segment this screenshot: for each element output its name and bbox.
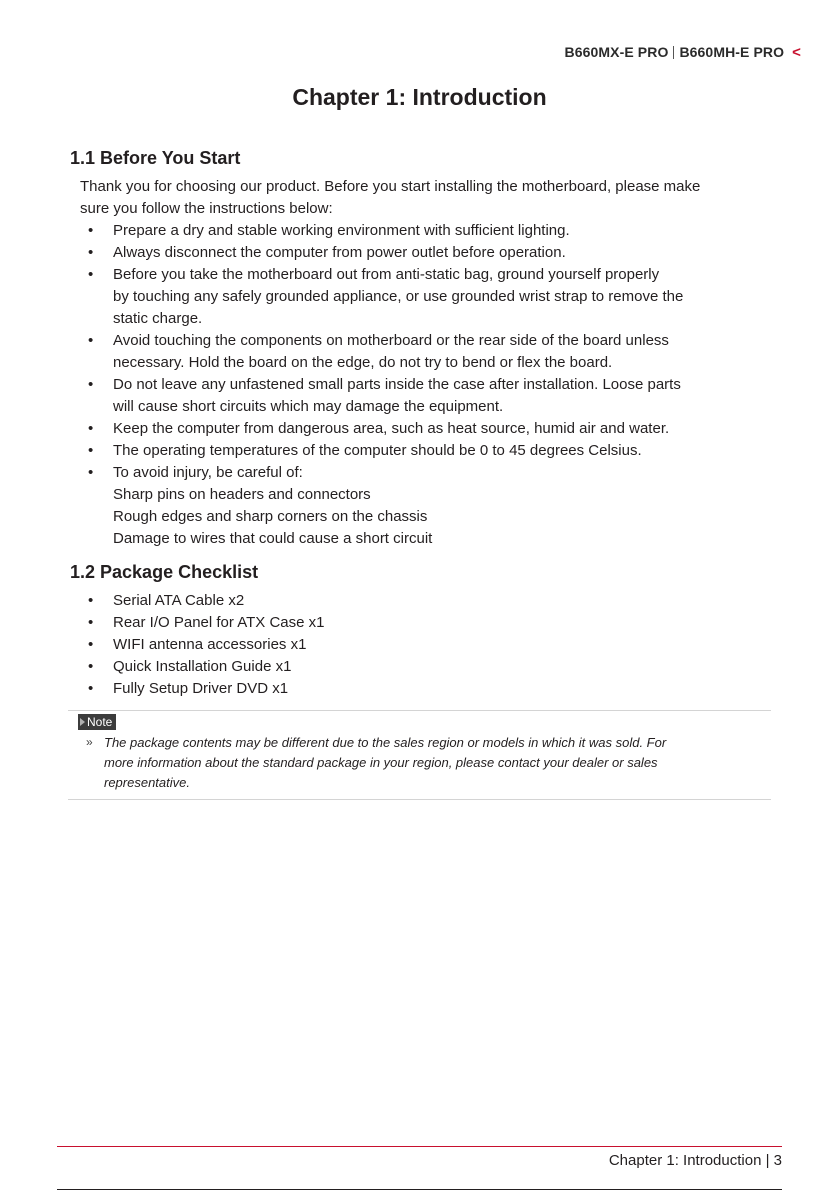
checklist-item — [88, 678, 768, 700]
intro-paragraph — [80, 176, 780, 220]
note-line: The package contents may be different due to the sales region or models in which it was sold. For — [104, 735, 667, 750]
list-item-line: Before you take the motherboard out from anti-static bag, ground yourself properly — [113, 266, 660, 283]
bullet-icon: • — [88, 222, 94, 239]
checklist-item-label: Rear I/O Panel for ATX Case x1 — [113, 614, 325, 631]
page-footer: Chapter 1: Introduction | 3 — [608, 1152, 782, 1169]
list-item — [88, 242, 768, 264]
model-name-a: B660MX-E PRO — [564, 44, 669, 60]
list-item — [88, 330, 768, 374]
note-badge-label: Note — [87, 715, 113, 729]
bullet-icon: • — [88, 592, 94, 609]
list-item — [88, 440, 768, 462]
list-item-line: Prepare a dry and stable working environment with sufficient lighting. — [113, 222, 570, 239]
checklist-list — [88, 590, 768, 700]
model-name-b: B660MH-E PRO — [679, 44, 785, 60]
list-item-line: necessary. Hold the board on the edge, do not try to bend or flex the board. — [113, 354, 613, 371]
double-chevron-icon: » — [86, 735, 93, 749]
list-item-line: Always disconnect the computer from power outlet before operation. — [113, 244, 566, 261]
bullet-icon: • — [88, 636, 94, 653]
checklist-item — [88, 590, 768, 612]
bullet-icon: • — [88, 614, 94, 631]
bullet-icon: • — [88, 442, 94, 459]
note-line: more information about the standard package in your region, please contact your dealer or sales — [104, 755, 658, 770]
before-start-list — [88, 220, 768, 550]
page-header — [565, 41, 801, 63]
list-item-line: Do not leave any unfastened small parts inside the case after installation. Loose parts — [113, 376, 681, 393]
checklist-item-label: WIFI antenna accessories x1 — [113, 636, 307, 653]
list-item-line: Avoid touching the components on motherboard or the rear side of the board unless — [113, 332, 669, 349]
triangle-right-icon — [80, 718, 85, 726]
note-badge — [78, 714, 116, 730]
note-box — [68, 710, 771, 800]
list-item — [88, 220, 768, 242]
bullet-icon: • — [88, 420, 94, 437]
chevron-left-icon: < — [792, 43, 801, 61]
bullet-icon: • — [88, 266, 94, 283]
footer-divider — [57, 1146, 782, 1147]
checklist-item-label: Quick Installation Guide x1 — [113, 658, 292, 675]
chapter-title: Chapter 1: Introduction — [292, 84, 547, 110]
header-separator — [673, 46, 674, 59]
checklist-item — [88, 656, 768, 678]
bullet-icon: • — [88, 464, 94, 481]
list-item-line: Damage to wires that could cause a short circuit — [113, 530, 433, 547]
intro-line: sure you follow the instructions below: — [80, 200, 333, 217]
bullet-icon: • — [88, 332, 94, 349]
list-item-line: by touching any safely grounded appliance, or use grounded wrist strap to remove the — [113, 288, 684, 305]
list-item — [88, 418, 768, 440]
section-title-before-you-start: 1.1 Before You Start — [70, 148, 241, 168]
checklist-item-label: Fully Setup Driver DVD x1 — [113, 680, 289, 697]
list-item-line: static charge. — [113, 310, 203, 327]
bullet-icon: • — [88, 244, 94, 261]
bullet-icon: • — [88, 680, 94, 697]
bullet-icon: • — [88, 376, 94, 393]
checklist-item — [88, 634, 768, 656]
section-title-package-checklist: 1.2 Package Checklist — [70, 562, 259, 582]
list-item — [88, 462, 768, 550]
list-item-line: Rough edges and sharp corners on the chassis — [113, 508, 428, 525]
intro-line: Thank you for choosing our product. Before you start installing the motherboard, please make — [80, 178, 701, 195]
checklist-item-label: Serial ATA Cable x2 — [113, 592, 245, 609]
list-item-line: To avoid injury, be careful of: — [113, 464, 303, 481]
list-item-line: Keep the computer from dangerous area, such as heat source, humid air and water. — [113, 420, 670, 437]
note-line: representative. — [104, 775, 190, 790]
list-item-line: Sharp pins on headers and connectors — [113, 486, 371, 503]
list-item-line: The operating temperatures of the computer should be 0 to 45 degrees Celsius. — [113, 442, 642, 459]
bullet-icon: • — [88, 658, 94, 675]
list-item — [88, 264, 768, 330]
checklist-item — [88, 612, 768, 634]
list-item — [88, 374, 768, 418]
bottom-divider — [57, 1189, 782, 1190]
note-text — [104, 733, 754, 793]
list-item-line: will cause short circuits which may damage the equipment. — [113, 398, 504, 415]
